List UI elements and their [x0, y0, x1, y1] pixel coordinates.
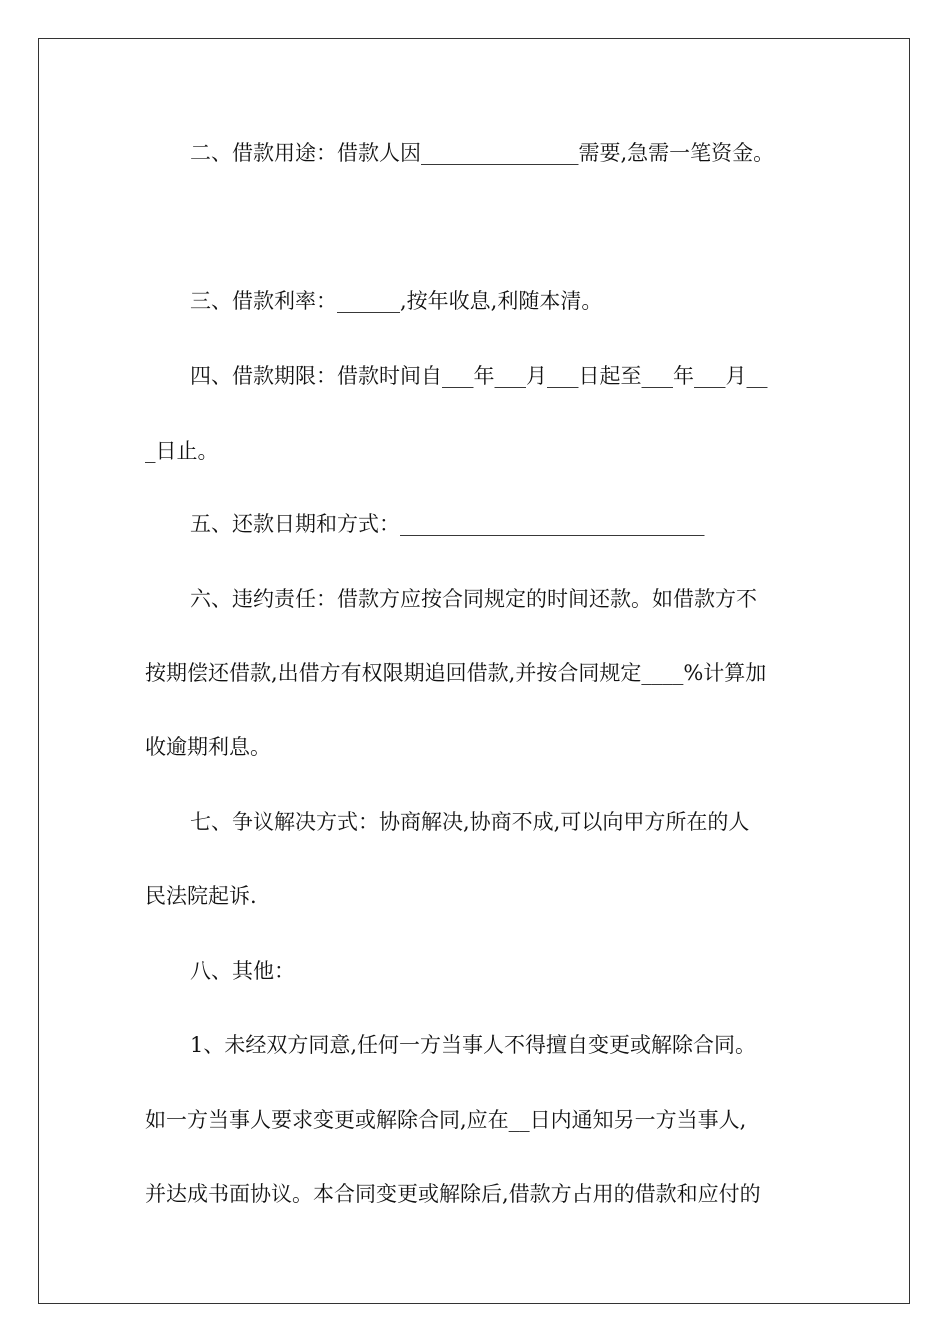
clause-5-repayment: 五、还款日期和方式：_____________________________ [190, 512, 705, 536]
clause-8-other: 八、其他： [190, 959, 295, 983]
clause-6-continuation: 按期偿还借款,出借方有权限期追回借款,并按合同规定____%计算加 [145, 661, 767, 685]
clause-2-loan-purpose: 二、借款用途：借款人因_______________需要,急需一笔资金。 [190, 141, 775, 165]
clause-8-item-1-continuation-2: 并达成书面协议。本合同变更或解除后,借款方占用的借款和应付的 [145, 1182, 761, 1206]
clause-7-continuation: 民法院起诉. [145, 884, 257, 908]
clause-6-breach: 六、违约责任：借款方应按合同规定的时间还款。如借款方不 [190, 587, 757, 611]
clause-4-continuation: _日止。 [145, 439, 219, 463]
clause-8-item-1: 1、未经双方同意,任何一方当事人不得擅自变更或解除合同。 [190, 1033, 757, 1057]
clause-6-continuation-2: 收逾期利息。 [145, 735, 271, 759]
clause-4-loan-term: 四、借款期限：借款时间自___年___月___日起至___年___月__ [190, 364, 768, 388]
clause-8-item-1-continuation: 如一方当事人要求变更或解除合同,应在__日内通知另一方当事人, [145, 1108, 747, 1132]
clause-7-dispute: 七、争议解决方式：协商解决,协商不成,可以向甲方所在的人 [190, 810, 750, 834]
clause-3-interest-rate: 三、借款利率：______,按年收息,利随本清。 [190, 289, 603, 313]
